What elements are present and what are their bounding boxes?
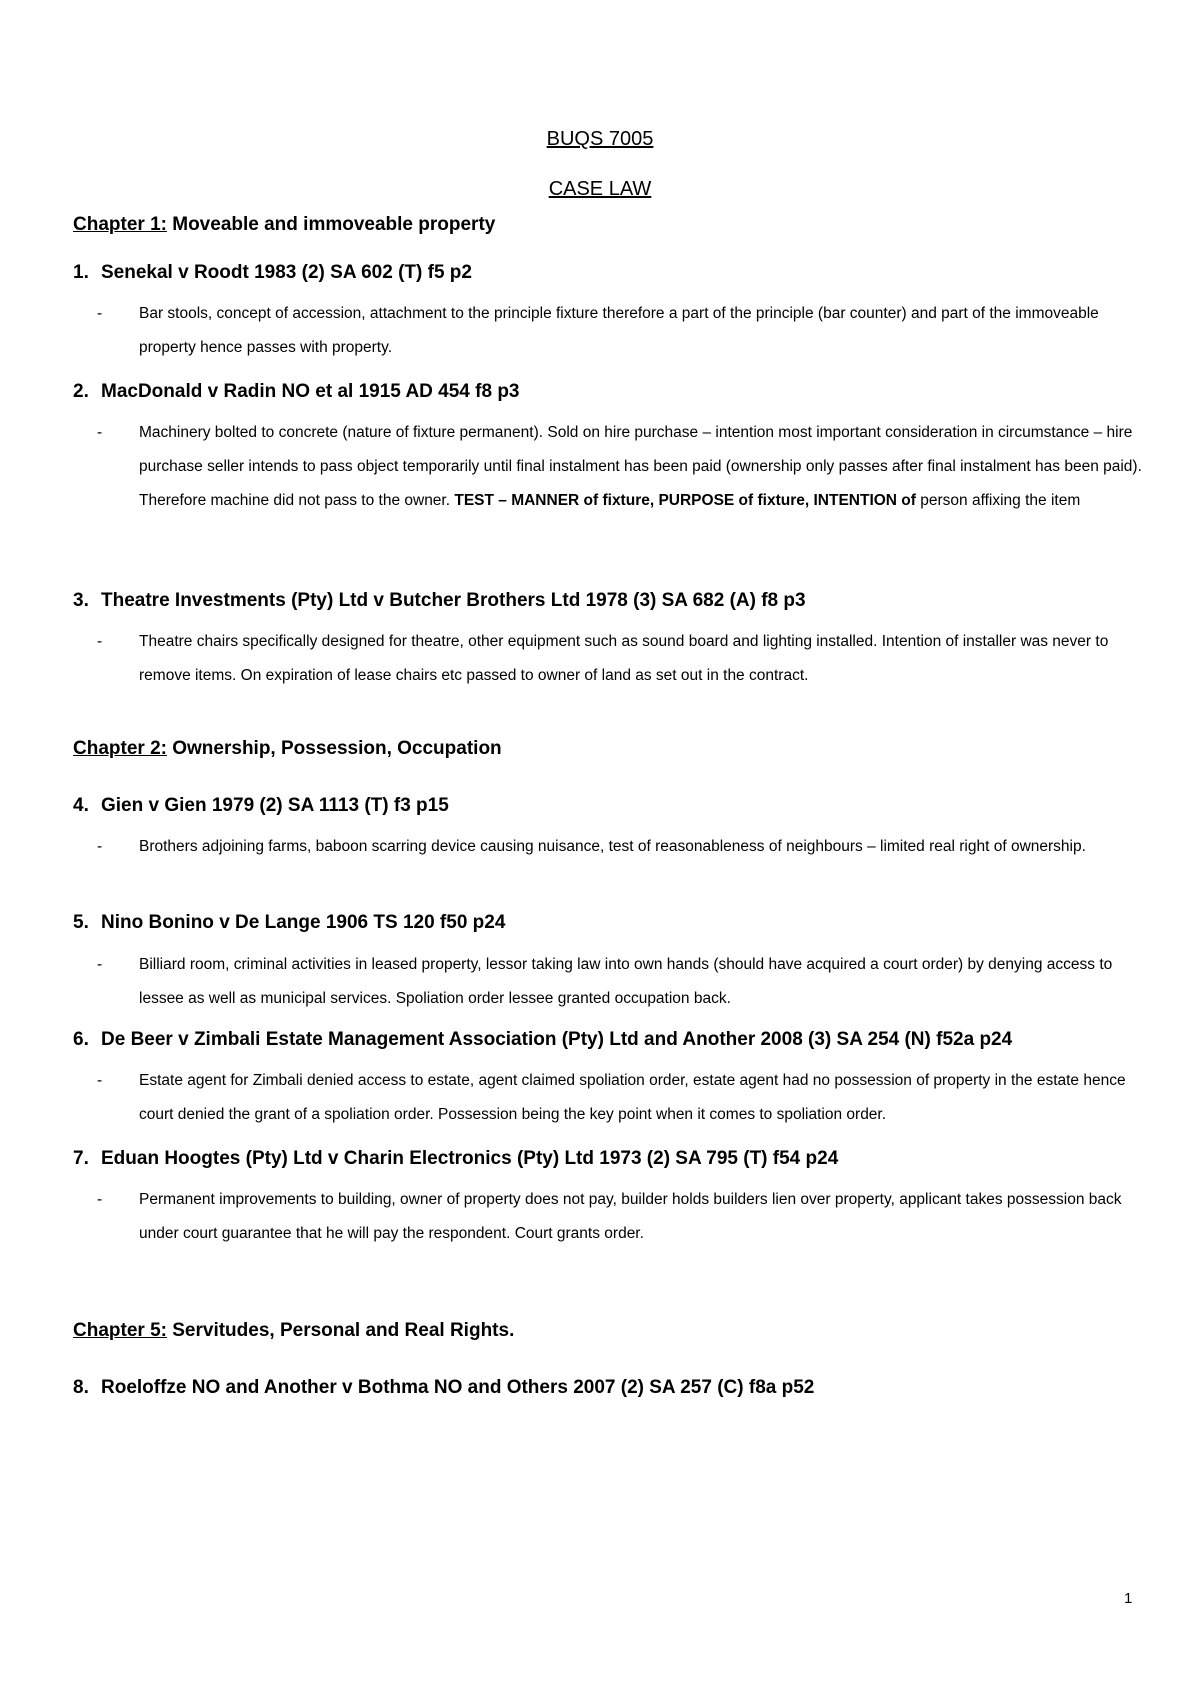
case-number: 1. [73, 262, 89, 283]
case-note-plain: Machinery bolted to concrete (nature of fixture permanent). Sold on hire purchase – intention most important consideration in circumstance – hire purchase seller intends to pass object temporarily until final instalment has been paid (ownership only passes after final instalment has been paid). Therefore machine did not pass to the owner. [139, 424, 1142, 509]
case-title: Eduan Hoogtes (Pty) Ltd v Charin Electronics (Pty) Ltd 1973 (2) SA 795 (T) f54 p24 [101, 1148, 839, 1169]
case-title: Roeloffze NO and Another v Bothma NO and Others 2007 (2) SA 257 (C) f8a p52 [101, 1377, 815, 1398]
bullet-dash: - [97, 633, 103, 650]
case-note-text: Theatre chairs specifically designed for theatre, other equipment such as sound board and lighting installed. Intention of installer was never to remove items. On expiration of lease chairs etc passed to owner of land as set out in the contract. [139, 633, 1109, 684]
chapter-5-heading [73, 1320, 514, 1342]
case-note [97, 297, 1142, 365]
chapter-label: Chapter 1: [73, 214, 167, 235]
case-number: 2. [73, 381, 89, 402]
chapter-2-heading [73, 738, 502, 760]
chapter-title: Ownership, Possession, Occupation [166, 738, 502, 759]
chapter-1-heading [73, 214, 495, 236]
case-heading [73, 1377, 814, 1399]
bullet-dash: - [97, 838, 103, 855]
bullet-dash: - [97, 305, 103, 322]
case-heading [73, 262, 472, 284]
case-heading [73, 912, 505, 934]
case-note-text: Billiard room, criminal activities in leased property, lessor taking law into own hands (should have acquired a court order) by denying access to lessee as well as municipal services. Spoliation order lessee granted occupation back. [139, 956, 1113, 1007]
case-note-text [139, 416, 1142, 518]
case-number: 8. [73, 1377, 89, 1398]
case-heading [73, 795, 449, 817]
case-title: Theatre Investments (Pty) Ltd v Butcher Brothers Ltd 1978 (3) SA 682 (A) f8 p3 [101, 590, 806, 611]
case-heading [73, 1029, 1012, 1051]
case-note [97, 416, 1142, 518]
case-note-tail: person affixing the item [915, 492, 1081, 509]
case-note [97, 1183, 1142, 1251]
case-note-test: TEST – MANNER of fixture, PURPOSE of fixture, INTENTION of [454, 492, 916, 509]
page-number: 1 [1124, 1590, 1133, 1607]
chapter-label: Chapter 2: [73, 738, 167, 759]
case-number: 5. [73, 912, 89, 933]
bullet-dash: - [97, 1072, 103, 1089]
case-number: 3. [73, 590, 89, 611]
chapter-title: Servitudes, Personal and Real Rights. [166, 1320, 515, 1341]
case-title: De Beer v Zimbali Estate Management Association (Pty) Ltd and Another 2008 (3) SA 254 (N) f52a p24 [101, 1029, 1013, 1050]
case-note-text: Estate agent for Zimbali denied access to estate, agent claimed spoliation order, estate agent had no possession of property in the estate hence court denied the grant of a spoliation order. Possession being the key point when it comes to spoliation order. [139, 1072, 1126, 1123]
chapter-title: Moveable and immoveable property [166, 214, 496, 235]
case-note-text: Permanent improvements to building, owner of property does not pay, builder holds builders lien over property, applicant takes possession back under court guarantee that he will pay the respondent. Court grants order. [139, 1191, 1122, 1242]
case-note [97, 1064, 1142, 1132]
case-note [97, 948, 1142, 1016]
case-heading [73, 381, 520, 403]
chapter-label: Chapter 5: [73, 1320, 167, 1341]
case-heading [73, 1148, 838, 1170]
case-number: 4. [73, 795, 89, 816]
bullet-dash: - [97, 424, 103, 441]
case-title: Nino Bonino v De Lange 1906 TS 120 f50 p24 [101, 912, 506, 933]
case-number: 6. [73, 1029, 89, 1050]
bullet-dash: - [97, 956, 103, 973]
bullet-dash: - [97, 1191, 103, 1208]
case-note-text: Bar stools, concept of accession, attachment to the principle fixture therefore a part of the principle (bar counter) and part of the immoveable property hence passes with property. [139, 305, 1099, 356]
case-number: 7. [73, 1148, 89, 1169]
case-note [97, 625, 1142, 693]
case-title: Senekal v Roodt 1983 (2) SA 602 (T) f5 p2 [101, 262, 472, 283]
case-heading [73, 590, 806, 612]
case-law-heading: CASE LAW [548, 178, 652, 200]
course-code-heading: BUQS 7005 [546, 128, 654, 150]
case-note [97, 830, 1142, 864]
case-title: Gien v Gien 1979 (2) SA 1113 (T) f3 p15 [101, 795, 449, 816]
case-note-text: Brothers adjoining farms, baboon scarring device causing nuisance, test of reasonableness of neighbours – limited real right of ownership. [139, 838, 1086, 855]
case-title: MacDonald v Radin NO et al 1915 AD 454 f8 p3 [101, 381, 520, 402]
